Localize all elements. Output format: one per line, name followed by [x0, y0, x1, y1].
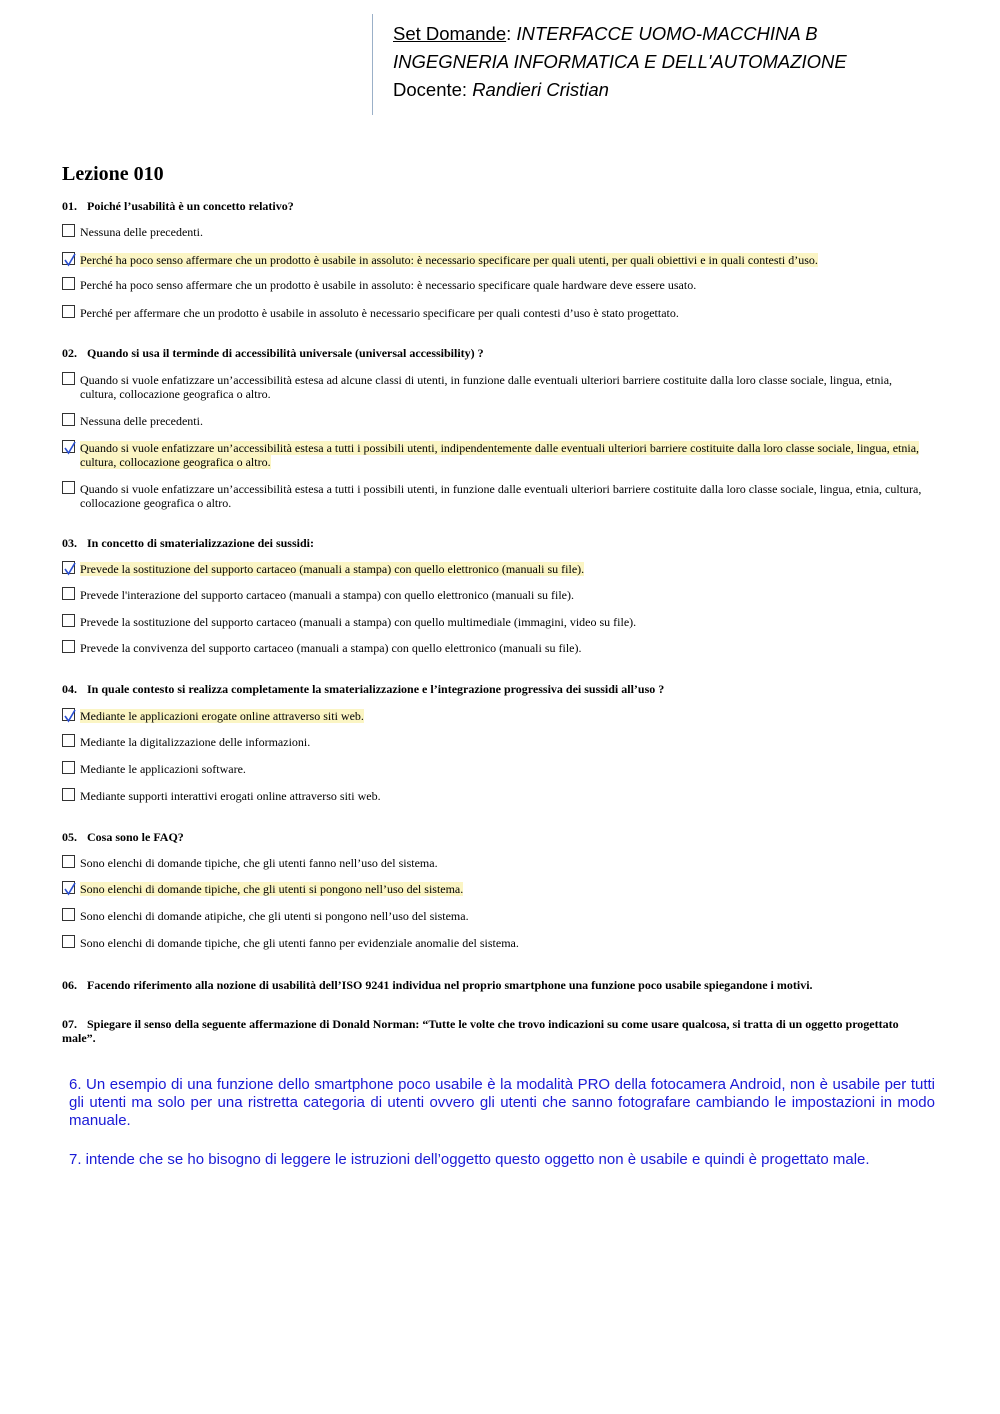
option-text: Mediante le applicazioni software.: [80, 762, 246, 776]
question-03: 03. In concetto di smaterializzazione dei sussidi:: [62, 536, 314, 550]
checkbox[interactable]: [62, 855, 75, 868]
question-text: Quando si usa il terminde di accessibilità universale (universal accessibility) ?: [87, 346, 484, 360]
checkbox-checked[interactable]: [62, 440, 75, 453]
checkbox-checked[interactable]: [62, 708, 75, 721]
option[interactable]: [62, 615, 922, 629]
option[interactable]: [62, 856, 922, 870]
option[interactable]: [62, 936, 922, 950]
checkbox[interactable]: [62, 372, 75, 385]
option[interactable]: [62, 909, 922, 923]
option[interactable]: [62, 482, 922, 510]
question-04: 04. In quale contesto si realizza completamente la smaterializzazione e l’integrazione progressiva dei sussidi all’uso ?: [62, 682, 665, 696]
option-text: Sono elenchi di domande atipiche, che gli utenti si pongono nell’uso del sistema.: [80, 909, 469, 923]
checkbox[interactable]: [62, 908, 75, 921]
option[interactable]: [62, 641, 922, 655]
option-text: Sono elenchi di domande tipiche, che gli utenti fanno per evidenziale anomalie del sistema.: [80, 936, 519, 950]
option-text: Perché per affermare che un prodotto è usabile in assoluto è necessario specificare per quali contesti d’uso è stato progettato.: [80, 306, 679, 320]
course-name: INGEGNERIA INFORMATICA E DELL'AUTOMAZIONE: [393, 51, 847, 72]
question-text: In concetto di smaterializzazione dei sussidi:: [87, 536, 314, 550]
option-selected[interactable]: [62, 253, 922, 267]
checkbox[interactable]: [62, 734, 75, 747]
option-text: Mediante le applicazioni erogate online attraverso siti web.: [80, 709, 364, 723]
option[interactable]: [62, 414, 922, 428]
set-title: INTERFACCE UOMO-MACCHINA B: [516, 23, 818, 44]
question-02: 02. Quando si usa il terminde di accessibilità universale (universal accessibility) ?: [62, 346, 484, 360]
checkbox[interactable]: [62, 640, 75, 653]
checkmark-icon: [64, 441, 76, 455]
question-07: 07. Spiegare il senso della seguente affermazione di Donald Norman: “Tutte le volte che trovo indicazioni su come usare qualcosa, si tratta di un oggetto progettato male”.: [62, 1017, 899, 1045]
teacher-line: [393, 79, 609, 101]
question-text: Poiché l’usabilità è un concetto relativo?: [87, 199, 294, 213]
checkbox[interactable]: [62, 614, 75, 627]
checkbox[interactable]: [62, 305, 75, 318]
option-text: Prevede la convivenza del supporto cartaceo (manuali a stampa) con quello elettronico (manuali su file).: [80, 641, 582, 655]
option-text: Prevede la sostituzione del supporto cartaceo (manuali a stampa) con quello multimediale (immagini, video su file).: [80, 615, 637, 629]
option[interactable]: [62, 225, 922, 239]
question-set-line: [393, 23, 818, 45]
option-text: Sono elenchi di domande tipiche, che gli utenti fanno nell’uso del sistema.: [80, 856, 438, 870]
question-text: Facendo riferimento alla nozione di usabilità dell’ISO 9241 individua nel proprio smartphone una funzione poco usabile spiegandone i motivi.: [87, 978, 813, 992]
option[interactable]: [62, 762, 922, 776]
option-text: Perché ha poco senso affermare che un prodotto è usabile in assoluto: è necessario specificare per quali utenti, per quali obiettivi e in quali contesti d’uso.: [80, 253, 818, 267]
checkmark-icon: [64, 562, 76, 576]
checkbox[interactable]: [62, 277, 75, 290]
option-text: Nessuna delle precedenti.: [80, 225, 203, 239]
question-text: Spiegare il senso della seguente affermazione di Donald Norman: “Tutte le volte che trovo indicazioni su come usare qualcosa, si tratta di un oggetto progettato male”.: [62, 1017, 899, 1045]
checkbox[interactable]: [62, 481, 75, 494]
option-text: Sono elenchi di domande tipiche, che gli utenti si pongono nell’uso del sistema.: [80, 882, 464, 896]
option-text: Prevede l'interazione del supporto cartaceo (manuali a stampa) con quello elettronico (manuali su file).: [80, 588, 574, 602]
option-selected[interactable]: [62, 882, 922, 896]
option-text: Perché ha poco senso affermare che un prodotto è usabile in assoluto: è necessario specificare quale hardware deve essere usato.: [80, 278, 697, 292]
question-text: In quale contesto si realizza completamente la smaterializzazione e l’integrazione progressiva dei sussidi all’uso ?: [87, 682, 665, 696]
option-text: Quando si vuole enfatizzare un’accessibilità estesa a tutti i possibili utenti, in funzione dalle eventuali ulteriori barriere costituite dalla loro classe sociale, lingua, etnia, cultura, collocazione geografica o altro.: [80, 482, 922, 510]
question-06: 06. Facendo riferimento alla nozione di usabilità dell’ISO 9241 individua nel proprio smartphone una funzione poco usabile spiegandone i motivi.: [62, 978, 813, 992]
checkbox[interactable]: [62, 413, 75, 426]
set-label: Set Domande: [393, 23, 507, 44]
checkbox[interactable]: [62, 224, 75, 237]
option-text: Prevede la sostituzione del supporto cartaceo (manuali a stampa) con quello elettronico (manuali su file).: [80, 562, 585, 576]
document-header: [372, 14, 953, 115]
checkbox-checked[interactable]: [62, 252, 75, 265]
question-01: 01. Poiché l’usabilità è un concetto relativo?: [62, 199, 294, 213]
teacher-label: Docente:: [393, 79, 473, 100]
set-separator: :: [506, 23, 517, 44]
checkbox[interactable]: [62, 587, 75, 600]
checkbox[interactable]: [62, 935, 75, 948]
option-selected[interactable]: [62, 441, 922, 469]
option[interactable]: [62, 373, 922, 401]
option-text: Mediante supporti interattivi erogati online attraverso siti web.: [80, 789, 381, 803]
checkbox[interactable]: [62, 761, 75, 774]
option-text: Quando si vuole enfatizzare un’accessibilità estesa a tutti i possibili utenti, indipendentemente dalle eventuali ulteriori barriere costituite dalla loro classe sociale, lingua, etnia, cultura, collocazione geografica o altro.: [80, 441, 920, 469]
option-text: Quando si vuole enfatizzare un’accessibilità estesa ad alcune classi di utenti, in funzione dalle eventuali ulteriori barriere costituite dalla loro classe sociale, lingua, etnia, cultura, collocazione geografica o altro.: [80, 373, 893, 401]
option[interactable]: [62, 278, 922, 292]
checkmark-icon: [64, 709, 76, 723]
checkbox[interactable]: [62, 788, 75, 801]
lesson-title: Lezione 010: [62, 163, 164, 185]
option[interactable]: [62, 306, 922, 320]
answer-06: 6. Un esempio di una funzione dello smartphone poco usabile è la modalità PRO della fotocamera Android, non è usabile per tutti gli utenti ma solo per una ristretta categoria di utenti ovvero gli utenti che sanno fotografare cambiando le impostazioni in modo manuale.: [69, 1076, 935, 1129]
option[interactable]: [62, 588, 922, 602]
checkbox-checked[interactable]: [62, 561, 75, 574]
option-selected[interactable]: [62, 709, 922, 723]
checkbox-checked[interactable]: [62, 881, 75, 894]
question-05: 05. Cosa sono le FAQ?: [62, 830, 184, 844]
option-text: Mediante la digitalizzazione delle informazioni.: [80, 735, 311, 749]
option-text: Nessuna delle precedenti.: [80, 414, 203, 428]
teacher-name: Randieri Cristian: [472, 79, 609, 100]
option-selected[interactable]: [62, 562, 922, 576]
checkmark-icon: [64, 882, 76, 896]
option[interactable]: [62, 735, 922, 749]
question-text: Cosa sono le FAQ?: [87, 830, 184, 844]
option[interactable]: [62, 789, 922, 803]
answer-07: 7. intende che se ho bisogno di leggere le istruzioni dell’oggetto questo oggetto non è usabile e quindi è progettato male.: [69, 1151, 870, 1168]
checkmark-icon: [64, 253, 76, 267]
